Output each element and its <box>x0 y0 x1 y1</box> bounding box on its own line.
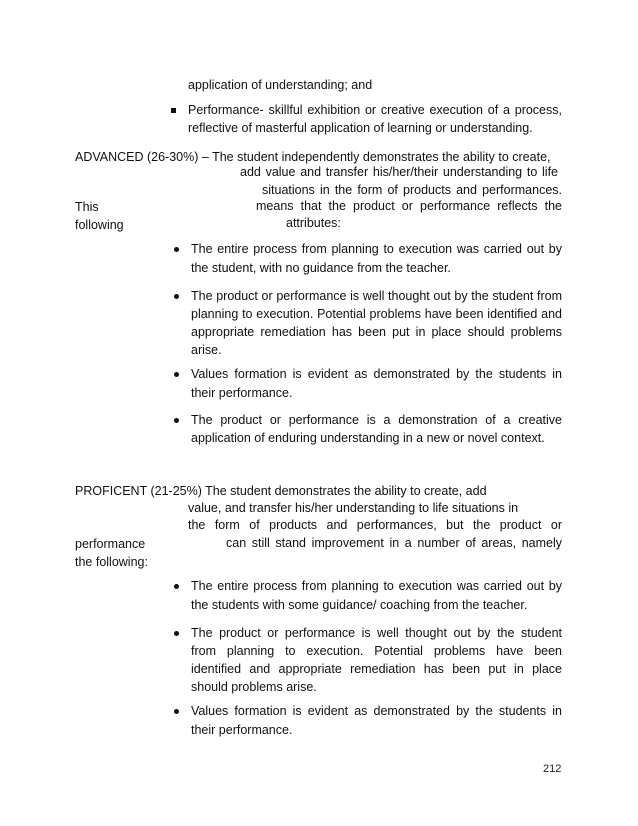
advanced-bullet-2-line-1: The product or performance is well thought out by the student from <box>191 289 562 303</box>
advanced-heading: ADVANCED (26-30%) – The student independently demonstrates the ability to create, <box>75 150 551 164</box>
bullet-dot-icon <box>174 294 179 299</box>
advanced-line-3: situations in the form of products and performances. <box>262 183 562 197</box>
advanced-bullet-4-line-1: The product or performance is a demonstration of a creative <box>191 413 562 427</box>
advanced-bullet-1-line-2: the student, with no guidance from the teacher. <box>191 261 451 275</box>
proficient-heading: PROFICENT (21-25%) The student demonstrates the ability to create, add <box>75 484 487 498</box>
proficient-line-3: the form of products and performances, but the product or <box>188 518 562 532</box>
proficient-bullet-2-line-1: The product or performance is well thought out by the student <box>191 626 562 640</box>
advanced-bullet-2-line-3: appropriate remediation has been put in place should problems <box>191 325 562 339</box>
proficient-bullet-1-line-1: The entire process from planning to execution was carried out by <box>191 579 562 593</box>
proficient-bullet-3-line-2: their performance. <box>191 723 293 737</box>
proficient-bullet-2-line-3: identified and appropriate remediation has been put in place <box>191 662 562 676</box>
proficient-bullet-2-line-4: should problems arise. <box>191 680 317 694</box>
proficient-line-4a: performance <box>75 537 146 551</box>
proficient-bullet-3-line-1: Values formation is evident as demonstrated by the students in <box>191 704 562 718</box>
advanced-line-4a: This <box>75 200 99 214</box>
proficient-bullet-1-line-2: the students with some guidance/ coaching from the teacher. <box>191 598 528 612</box>
proficient-line-4b: can still stand improvement in a number of areas, namely <box>226 536 562 550</box>
bullet-dot-icon <box>174 418 179 423</box>
square-bullet-icon <box>171 108 176 113</box>
advanced-bullet-1-line-1: The entire process from planning to execution was carried out by <box>191 242 562 256</box>
advanced-bullet-3-line-2: their performance. <box>191 386 293 400</box>
bullet-dot-icon <box>174 372 179 377</box>
proficient-bullet-2-line-2: from planning to execution. Potential problems have been <box>191 644 562 658</box>
advanced-bullet-3-line-1: Values formation is evident as demonstrated by the students in <box>191 367 562 381</box>
performance-line-2: reflective of masterful application of learning or understanding. <box>188 121 533 135</box>
proficient-line-5: the following: <box>75 555 148 569</box>
advanced-line-5a: following <box>75 218 124 232</box>
advanced-line-5b: attributes: <box>286 216 341 230</box>
advanced-bullet-2-line-2: planning to execution. Potential problems have been identified and <box>191 307 562 321</box>
advanced-line-4b: means that the product or performance reflects the <box>256 199 562 213</box>
bullet-dot-icon <box>174 631 179 636</box>
intro-line: application of understanding; and <box>188 78 373 92</box>
advanced-bullet-4-line-2: application of enduring understanding in a new or novel context. <box>191 431 545 445</box>
page-number: 212 <box>543 763 562 775</box>
bullet-dot-icon <box>174 709 179 714</box>
advanced-bullet-2-line-4: arise. <box>191 343 222 357</box>
bullet-dot-icon <box>174 584 179 589</box>
bullet-dot-icon <box>174 247 179 252</box>
performance-line-1: Performance- skillful exhibition or creative execution of a process, <box>188 103 562 117</box>
proficient-line-2: value, and transfer his/her understanding to life situations in <box>188 501 519 515</box>
advanced-line-2: add value and transfer his/her/their understanding to life <box>240 165 558 179</box>
